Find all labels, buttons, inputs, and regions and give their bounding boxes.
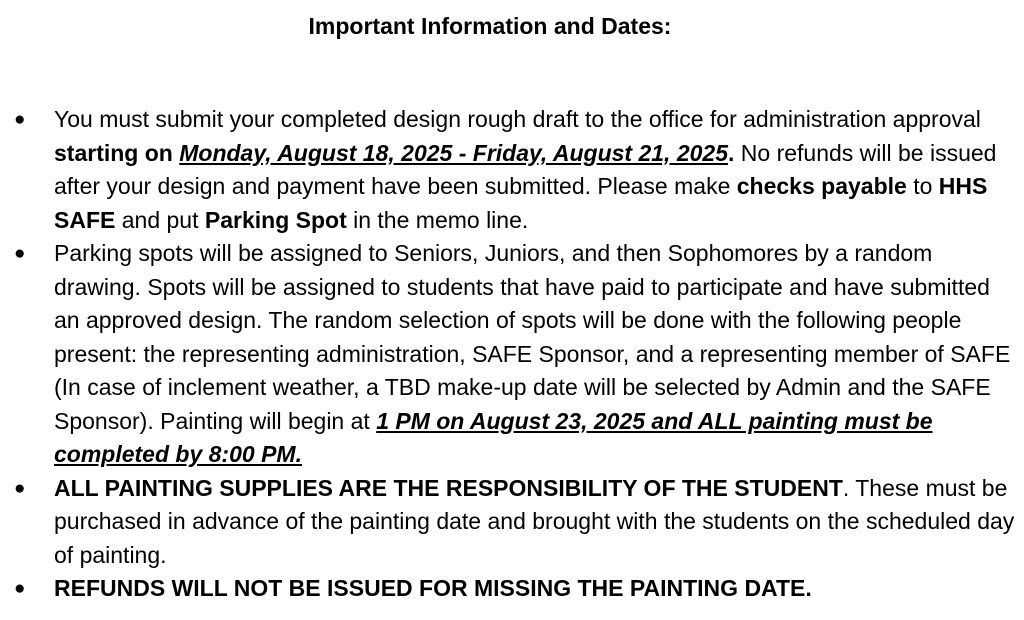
text-segment: No refunds will be issued after your design and payment have been submitted. Please make <box>54 139 997 199</box>
page-title: Important Information and Dates: <box>308 13 672 39</box>
text-segment: starting on <box>54 139 180 166</box>
text-segment: . These must be purchased in advance of the painting date and brought with the students on the scheduled day of painting. <box>54 474 1015 568</box>
text-segment: Parking Spot <box>204 206 347 233</box>
text-segment: REFUNDS WILL NOT BE ISSUED FOR MISSING THE PAINTING DATE. <box>54 575 812 601</box>
text-segment: and put <box>115 206 205 233</box>
text-segment: HHS SAFE <box>54 173 988 233</box>
text-segment: Parking spots will be assigned to Seniors, Juniors, and then Sophomores by a random drawing. Spots will be assigned to students that have paid to participate and have submitted an approved design. The random selection of spots will be done with the following people present: the representing administration, SAFE Sponsor, and a representing member of SAFE (In case of inclement weather, a TBD make-up date will be selected by Admin and the SAFE Sponsor). Painting will begin at <box>54 240 1011 434</box>
bullet-item-parking-spots <box>0 237 1015 472</box>
text-segment: checks payable <box>736 173 907 199</box>
bullet-item-supplies <box>0 472 1015 573</box>
bullet-item-refunds <box>0 572 1015 606</box>
text-segment: You must submit your completed design rough draft to the office for administration approval <box>54 106 981 132</box>
bullet-dot-icon: ● <box>14 477 26 499</box>
text-segment: in the memo line. <box>346 206 529 233</box>
bullet-dot-icon: ● <box>14 109 26 130</box>
bullet-dot-icon: ● <box>14 243 26 264</box>
painting-time: 1 PM on August 23, 2025 and ALL painting must be completed by 8:00 PM. <box>54 407 933 467</box>
text-segment: to <box>906 173 939 199</box>
bullet-item-submission <box>0 103 1015 237</box>
text-segment: . <box>728 139 735 166</box>
bullet-dot-icon: ● <box>14 578 26 599</box>
text-segment: ALL PAINTING SUPPLIES ARE THE RESPONSIBILITY OF THE STUDENT <box>54 474 843 501</box>
bullet-list <box>0 103 1015 606</box>
submission-dates: Monday, August 18, 2025 - Friday, August 21, 2025 <box>179 139 728 166</box>
